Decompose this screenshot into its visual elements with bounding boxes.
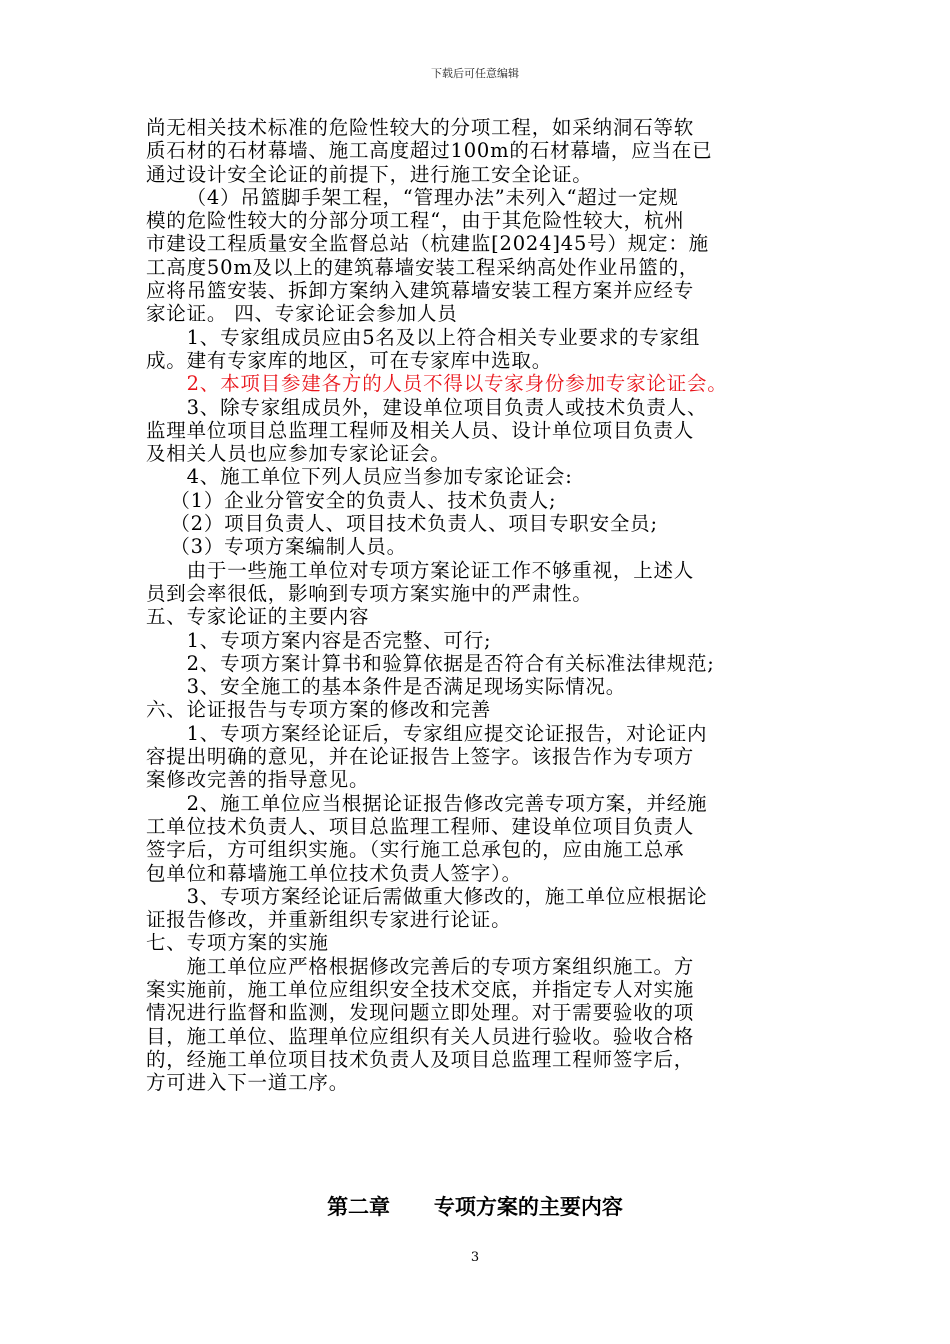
text-line: 质石材的石材幕墙、施工高度超过100m的石材幕墙，应当在已 bbox=[146, 139, 713, 163]
text-line: 容提出明确的意见，并在论证报告上签字。该报告作为专项方 bbox=[146, 745, 695, 769]
text-line: 证报告修改，并重新组织专家进行论证。 bbox=[146, 908, 512, 932]
text-line: （2）项目负责人、项目技术负责人、项目专职安全员; bbox=[170, 512, 658, 536]
text-line: 五、专家论证的主要内容 bbox=[146, 605, 370, 629]
text-line: 由于一些施工单位对专项方案论证工作不够重视，上述人 bbox=[186, 558, 695, 582]
text-line: 1、专家组成员应由5名及以上符合相关专业要求的专家组 bbox=[186, 325, 701, 349]
text-line: 案实施前，施工单位应组织安全技术交底，并指定专人对实施 bbox=[146, 977, 695, 1001]
chapter-heading: 第二章 专项方案的主要内容 bbox=[327, 1195, 623, 1219]
text-line: 3、专项方案经论证后需做重大修改的，施工单位应根据论 bbox=[186, 884, 708, 908]
text-line: 包单位和幕墙施工单位技术负责人签字）。 bbox=[146, 861, 522, 885]
highlighted-text-line: 2、本项目参建各方的人员不得以专家身份参加专家论证会。 bbox=[186, 372, 728, 396]
text-line: 成。建有专家库的地区，可在专家库中选取。 bbox=[146, 348, 553, 372]
text-line: 3、除专家组成员外，建设单位项目负责人或技术负责人、 bbox=[186, 395, 708, 419]
text-line: 2、施工单位应当根据论证报告修改完善专项方案，并经施 bbox=[186, 791, 708, 815]
text-line: 方可进入下一道工序。 bbox=[146, 1071, 350, 1095]
text-line: 市建设工程质量安全监督总站（杭建监[2024]45号）规定：施 bbox=[146, 232, 709, 256]
text-line: 七、专项方案的实施 bbox=[146, 931, 329, 955]
text-line: 2、专项方案计算书和验算依据是否符合有关标准法律规范; bbox=[186, 651, 715, 675]
document-body bbox=[146, 116, 818, 1094]
text-line: 工高度50m及以上的建筑幕墙安装工程采纳高处作业吊篮的， bbox=[146, 255, 700, 279]
text-line: 的，经施工单位项目技术负责人及项目总监理工程师签字后， bbox=[146, 1047, 695, 1071]
text-line: （4）吊篮脚手架工程，“管理办法”未列入“超过一定规 bbox=[186, 185, 679, 209]
text-line: 4、施工单位下列人员应当参加专家论证会: bbox=[186, 465, 573, 489]
text-line: （1）企业分管安全的负责人、技术负责人; bbox=[170, 488, 557, 512]
text-line: 施工单位应严格根据修改完善后的专项方案组织施工。方 bbox=[186, 954, 695, 978]
text-line: 应将吊篮安装、拆卸方案纳入建筑幕墙安装工程方案并应经专 bbox=[146, 279, 695, 303]
text-line: 员到会率很低，影响到专项方案实施中的严肃性。 bbox=[146, 581, 593, 605]
text-line: 尚无相关技术标准的危险性较大的分项工程，如采纳洞石等软 bbox=[146, 116, 695, 139]
text-line: 签字后，方可组织实施。（实行施工总承包的，应由施工总承 bbox=[146, 838, 685, 862]
text-line: 情况进行监督和监测，发现问题立即处理。对于需要验收的项 bbox=[146, 1001, 695, 1025]
text-line: 3、安全施工的基本条件是否满足现场实际情况。 bbox=[186, 675, 627, 699]
text-line: 工单位技术负责人、项目总监理工程师、建设单位项目负责人 bbox=[146, 814, 695, 838]
text-line: 及相关人员也应参加专家论证会。 bbox=[146, 442, 451, 466]
page-number: 3 bbox=[470, 1250, 480, 1265]
text-line: 六、论证报告与专项方案的修改和完善 bbox=[146, 698, 492, 722]
text-line: 目，施工单位、监理单位应组织有关人员进行验收。验收合格 bbox=[146, 1024, 695, 1048]
text-line: （3）专项方案编制人员。 bbox=[170, 535, 407, 559]
text-line: 1、专项方案经论证后，专家组应提交论证报告，对论证内 bbox=[186, 721, 708, 745]
text-line: 1、专项方案内容是否完整、可行; bbox=[186, 628, 492, 652]
text-line: 模的危险性较大的分部分项工程“，由于其危险性较大，杭州 bbox=[146, 209, 685, 233]
page-header-note: 下载后可任意编辑 bbox=[431, 67, 519, 80]
text-line: 家论证。 四、专家论证会参加人员 bbox=[146, 302, 458, 326]
text-line: 通过设计安全论证的前提下，进行施工安全论证。 bbox=[146, 162, 593, 186]
text-line: 案修改完善的指导意见。 bbox=[146, 768, 370, 792]
text-line: 监理单位项目总监理工程师及相关人员、设计单位项目负责人 bbox=[146, 418, 695, 442]
